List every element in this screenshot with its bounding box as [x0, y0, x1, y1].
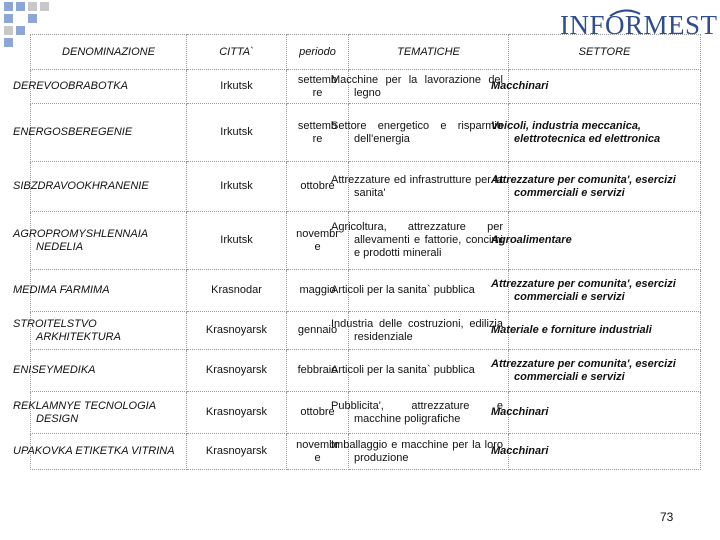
table-header-row: [31, 35, 701, 70]
decor-square: [28, 2, 37, 11]
decor-square: [16, 2, 25, 11]
cell-city: Krasnodar: [187, 270, 287, 312]
cell-name: ENISEYMEDIKA: [31, 350, 187, 392]
decor-square: [4, 14, 13, 23]
cell-sector: Macchinari: [509, 392, 701, 434]
cell-sector: Agroalimentare: [509, 212, 701, 270]
cell-period: novembr e: [287, 212, 349, 270]
cell-name: MEDIMA FARMIMA: [31, 270, 187, 312]
cell-topic: Articoli per la sanita` pubblica: [349, 270, 509, 312]
table-row: [31, 392, 701, 434]
cell-sector: Attrezzature per comunita', esercizi commerciali e servizi: [509, 350, 701, 392]
table-row: [31, 312, 701, 350]
cell-city: Krasnoyarsk: [187, 434, 287, 470]
cell-name: STROITELSTVO ARKHITEKTURA: [31, 312, 187, 350]
cell-name: SIBZDRAVOOKHRANENIE: [31, 162, 187, 212]
header-denominazione: DENOMINAZIONE: [31, 35, 187, 70]
cell-city: Irkutsk: [187, 70, 287, 104]
cell-topic: Imballaggio e macchine per la loro produzione: [349, 434, 509, 470]
cell-name: AGROPROMYSHLENNAIA NEDELIA: [31, 212, 187, 270]
decor-square: [4, 26, 13, 35]
cell-city: Krasnoyarsk: [187, 350, 287, 392]
decor-square: [28, 14, 37, 23]
cell-sector: Attrezzature per comunita', esercizi commerciali e servizi: [509, 162, 701, 212]
table-row: [31, 70, 701, 104]
cell-period: settemb re: [287, 104, 349, 162]
cell-topic: Settore energetico e risparmio dell'energia: [349, 104, 509, 162]
table-row: [31, 270, 701, 312]
cell-period: maggio: [287, 270, 349, 312]
cell-topic: Articoli per la sanita` pubblica: [349, 350, 509, 392]
header-settore: SETTORE: [509, 35, 701, 70]
cell-city: Irkutsk: [187, 162, 287, 212]
cell-city: Irkutsk: [187, 212, 287, 270]
cell-topic: Agricoltura, attrezzature per allevamenti e fattorie, concimi e prodotti minerali: [349, 212, 509, 270]
header-citta: CITTA`: [187, 35, 287, 70]
cell-topic: Pubblicita', attrezzature e macchine poligrafiche: [349, 392, 509, 434]
cell-city: Krasnoyarsk: [187, 392, 287, 434]
cell-name: UPAKOVKA ETIKETKA VITRINA: [31, 434, 187, 470]
header-periodo: periodo: [287, 35, 349, 70]
header-tematiche: TEMATICHE: [349, 35, 509, 70]
cell-sector: Macchinari: [509, 434, 701, 470]
table-row: [31, 434, 701, 470]
cell-sector: Materiale e forniture industriali: [509, 312, 701, 350]
cell-city: Irkutsk: [187, 104, 287, 162]
cell-name: REKLAMNYE TECNOLOGIA DESIGN: [31, 392, 187, 434]
cell-city: Krasnoyarsk: [187, 312, 287, 350]
table-row: [31, 104, 701, 162]
cell-name: DEREVOOBRABOTKA: [31, 70, 187, 104]
cell-sector: Attrezzature per comunita', esercizi commerciali e servizi: [509, 270, 701, 312]
cell-period: gennaio: [287, 312, 349, 350]
decor-square: [16, 26, 25, 35]
cell-period: settemb re: [287, 70, 349, 104]
cell-period: febbraio: [287, 350, 349, 392]
decor-square: [4, 38, 13, 47]
cell-topic: Macchine per la lavorazione del legno: [349, 70, 509, 104]
cell-topic: Attrezzature ed infrastrutture per la sanita': [349, 162, 509, 212]
cell-sector: Macchinari: [509, 70, 701, 104]
table-row: [31, 162, 701, 212]
cell-period: novembr e: [287, 434, 349, 470]
table-row: [31, 350, 701, 392]
fairs-table: [13, 34, 701, 470]
cell-period: ottobre: [287, 392, 349, 434]
cell-topic: Industria delle costruzioni, edilizia residenziale: [349, 312, 509, 350]
cell-sector: Veicoli, industria meccanica, elettrotecnica ed elettronica: [509, 104, 701, 162]
logo-text: INFORMEST: [560, 10, 718, 40]
decor-square: [40, 2, 49, 11]
decor-square: [4, 2, 13, 11]
table-row: [31, 212, 701, 270]
cell-period: ottobre: [287, 162, 349, 212]
cell-name: ENERGOSBEREGENIE: [31, 104, 187, 162]
page-number: 73: [660, 510, 674, 524]
